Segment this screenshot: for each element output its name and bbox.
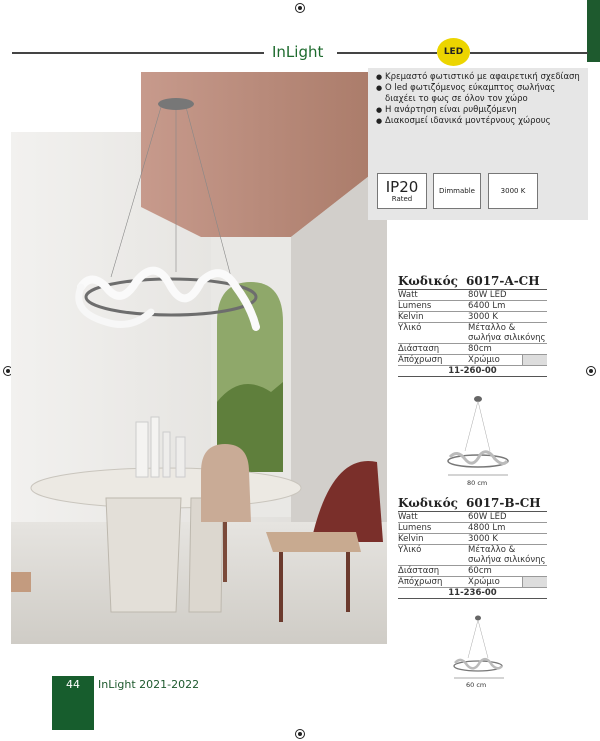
led-badge: LED — [437, 38, 470, 66]
room-photo — [11, 72, 387, 644]
spec-row: Υλικό Μέταλλο & σωλήνα σιλικόνης — [398, 323, 546, 343]
spec-row: Watt 60W LED — [398, 512, 547, 523]
brand-title: InLight — [272, 43, 324, 61]
spec-row: Watt 80W LED — [398, 290, 547, 301]
feature-item: ● Η ανάρτηση είναι ρυθμιζόμενη — [376, 105, 580, 116]
spec-row: Διάσταση 60cm — [398, 566, 547, 577]
dimmable-chip: Dimmable — [433, 173, 481, 209]
spec-row-color: Απόχρωση Χρώμιο — [398, 355, 547, 366]
spec-row: Lumens 6400 Lm — [398, 301, 547, 312]
lamp-thumbnail-b — [450, 614, 510, 688]
spec-row: Kelvin 3000 K — [398, 312, 547, 323]
spec-row: Kelvin 3000 K — [398, 534, 547, 545]
feature-item: ● Κρεμαστό φωτιστικό με αφαιρετική σχεδίαση — [376, 72, 580, 83]
dimension-label: 80 cm — [467, 479, 488, 487]
page-number: 44 — [66, 678, 80, 691]
spec-table-b — [398, 496, 547, 599]
spec-table-a — [398, 274, 547, 377]
ip-rating-sub: Rated — [391, 194, 413, 203]
spec-row-color: Απόχρωση Χρώμιο — [398, 577, 547, 588]
footer-text: InLight 2021-2022 — [98, 678, 200, 691]
code-label: Κωδικός — [398, 496, 458, 510]
kelvin-chip: 3000 K — [488, 173, 538, 209]
header-rule-middle — [337, 52, 437, 54]
color-swatch — [522, 577, 547, 587]
spec-row: Υλικό Μέταλλο & σωλήνα σιλικόνης — [398, 545, 546, 565]
registration-mark-bottom — [295, 729, 305, 739]
feature-item: ● Ο led φωτιζόμενος εύκαμπτος σωλήνας διαχέει το φως σε όλον τον χώρο — [376, 83, 580, 105]
corner-accent — [587, 0, 600, 62]
spec-row: Lumens 4800 Lm — [398, 523, 547, 534]
header-rule-left — [12, 52, 264, 54]
header-rule-right — [470, 52, 588, 54]
product-code: 6017-B-CH — [466, 496, 541, 510]
spec-title — [398, 496, 547, 512]
dimension-label: 60 cm — [466, 681, 487, 689]
item-number: 11-236-00 — [398, 588, 547, 599]
item-number: 11-260-00 — [398, 366, 547, 377]
code-label: Κωδικός — [398, 274, 458, 288]
ip-rating: IP20 — [385, 177, 419, 196]
spec-title — [398, 274, 547, 290]
color-swatch — [522, 355, 547, 365]
lamp-thumbnail-a — [445, 395, 515, 489]
registration-mark-top — [295, 3, 305, 13]
registration-mark-right — [586, 366, 596, 376]
ip-rating-chip — [377, 173, 427, 209]
feature-item: ● Διακοσμεί ιδανικά μοντέρνους χώρους — [376, 116, 580, 127]
spec-row: Διάσταση 80cm — [398, 344, 547, 355]
product-code: 6017-A-CH — [466, 274, 540, 288]
